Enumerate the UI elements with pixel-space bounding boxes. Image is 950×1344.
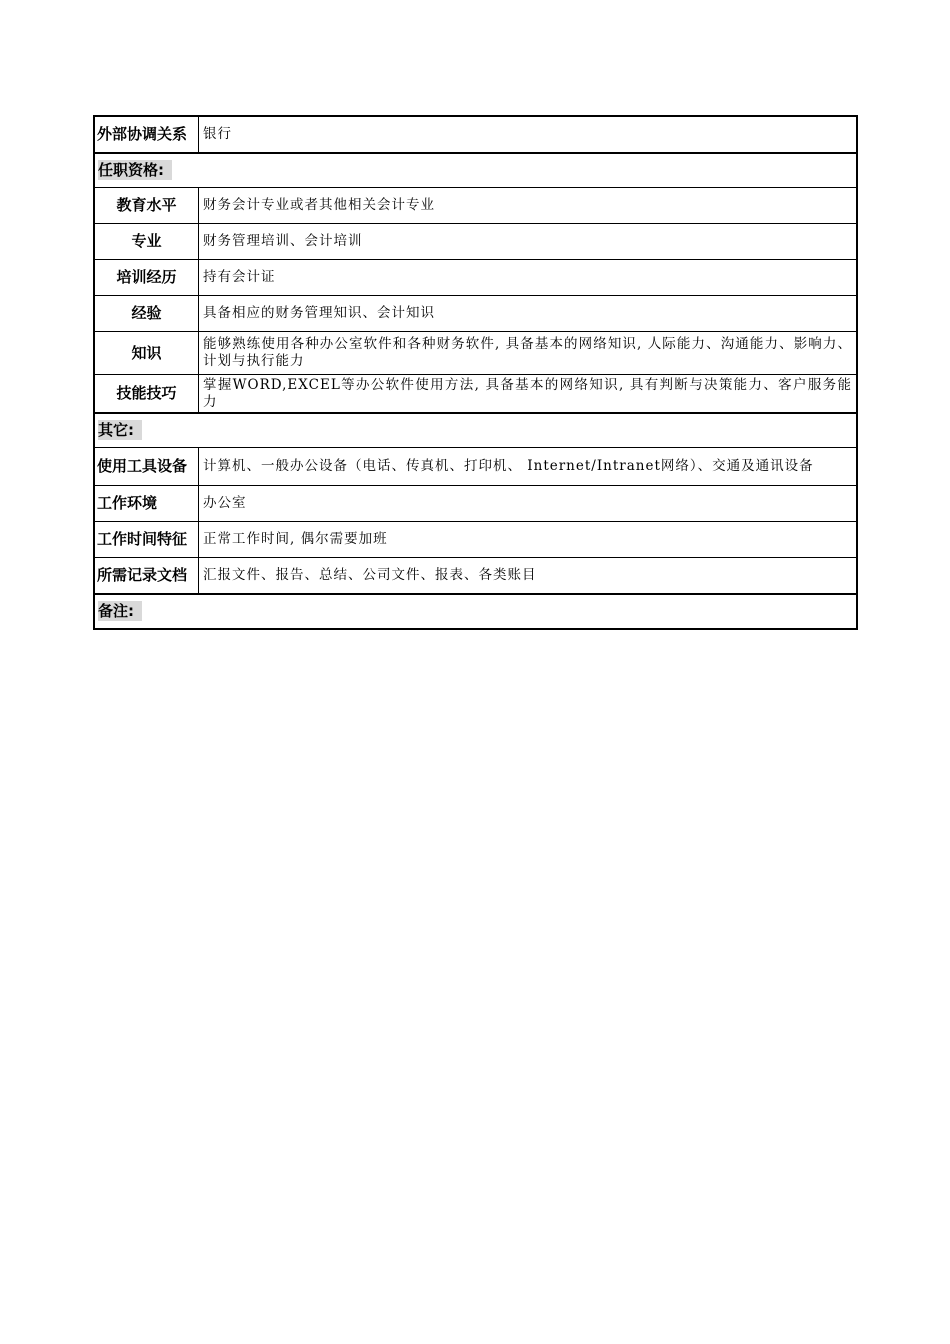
external-coordination-label: 外部协调关系 <box>94 116 199 153</box>
other-section-header <box>94 413 857 448</box>
training-label: 培训经历 <box>94 260 199 296</box>
job-description-page <box>93 115 858 630</box>
table-row-education <box>94 188 857 224</box>
table-row-work-time <box>94 522 857 558</box>
experience-label: 经验 <box>94 296 199 332</box>
table-row-environment <box>94 486 857 522</box>
table-row-documents <box>94 558 857 595</box>
table-row-knowledge <box>94 332 857 375</box>
knowledge-value: 能够熟练使用各种办公室软件和各种财务软件, 具备基本的网络知识, 人际能力、沟通能力、影响力、计划与执行能力 <box>199 332 858 375</box>
external-coordination-value: 银行 <box>199 116 858 153</box>
major-label: 专业 <box>94 224 199 260</box>
environment-value: 办公室 <box>199 486 858 522</box>
remarks-header: 备注: <box>98 601 142 621</box>
skills-value: 掌握WORD,EXCEL等办公软件使用方法, 具备基本的网络知识, 具有判断与决策能力、客户服务能力 <box>199 375 858 414</box>
table-row-external <box>94 116 857 153</box>
qualifications-section-header <box>94 153 857 188</box>
major-value: 财务管理培训、会计培训 <box>199 224 858 260</box>
tools-value: 计算机、一般办公设备（电话、传真机、打印机、 Internet/Intranet网络）、交通及通讯设备 <box>199 448 858 486</box>
job-spec-table <box>93 115 858 630</box>
table-row-training <box>94 260 857 296</box>
work-time-value: 正常工作时间, 偶尔需要加班 <box>199 522 858 558</box>
knowledge-label: 知识 <box>94 332 199 375</box>
table-row-experience <box>94 296 857 332</box>
work-time-label: 工作时间特征 <box>94 522 199 558</box>
remarks-section-header <box>94 594 857 629</box>
experience-value: 具备相应的财务管理知识、会计知识 <box>199 296 858 332</box>
tools-label: 使用工具设备 <box>94 448 199 486</box>
qualifications-header: 任职资格: <box>98 160 172 180</box>
education-value: 财务会计专业或者其他相关会计专业 <box>199 188 858 224</box>
documents-label: 所需记录文档 <box>94 558 199 595</box>
other-header: 其它: <box>98 420 142 440</box>
table-row-tools <box>94 448 857 486</box>
environment-label: 工作环境 <box>94 486 199 522</box>
table-row-major <box>94 224 857 260</box>
training-value: 持有会计证 <box>199 260 858 296</box>
table-row-skills <box>94 375 857 414</box>
skills-label: 技能技巧 <box>94 375 199 414</box>
documents-value: 汇报文件、报告、总结、公司文件、报表、各类账目 <box>199 558 858 595</box>
education-label: 教育水平 <box>94 188 199 224</box>
